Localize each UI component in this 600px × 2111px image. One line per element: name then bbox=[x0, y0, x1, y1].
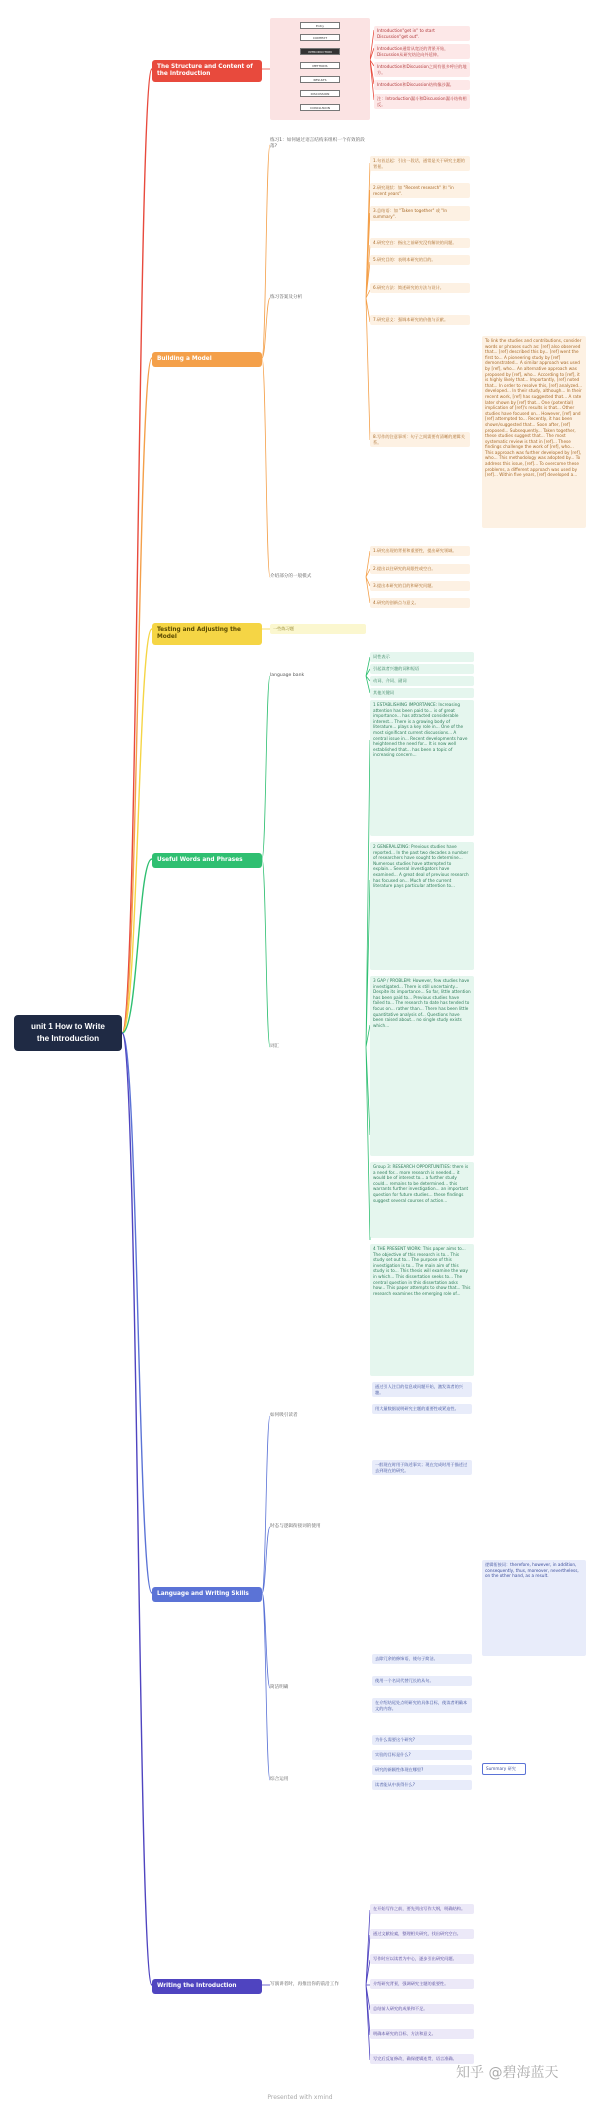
diagram-entry: Entry bbox=[300, 22, 340, 29]
note: 明确本研究的目标、方法和意义。 bbox=[370, 2029, 474, 2039]
root-topic[interactable] bbox=[14, 1015, 122, 1051]
watermark: 知乎 @碧海蓝天 bbox=[456, 2065, 559, 2081]
note: 通过文献检索，整理相关研究，找出研究空白。 bbox=[370, 1929, 474, 1939]
tag: 词性表示 bbox=[370, 652, 474, 662]
note: 1.句首总起：引出一段话，通常是关于研究主题的背景。 bbox=[370, 156, 470, 171]
topic-writing-introduction[interactable]: Writing the Introduction bbox=[152, 1979, 262, 1994]
phrase-block: 2 GENERALIZING: Previous studies have reported... In the past two decades a number of researchers have sought to determine... Numerous studies have attempted to explain... Several investigators have examined... A great deal of previous research has focused on... Much of the current literature pays particular attention to... bbox=[370, 842, 474, 970]
topic-building-model[interactable]: Building a Model bbox=[152, 352, 262, 367]
topic-structure-content[interactable]: The Structure and Content of the Introduction bbox=[152, 60, 262, 82]
note: 8.写作的注意事项：句子之间需要有清晰的逻辑关系。 bbox=[370, 432, 470, 447]
note: 4.研究空白：指出之前研究没有解决的问题。 bbox=[370, 238, 470, 248]
note: 3.提出本研究的目的和研究问题。 bbox=[370, 581, 470, 591]
note: 4.研究的创新点与意义。 bbox=[370, 598, 470, 608]
hourglass-diagram bbox=[270, 18, 370, 120]
note: Introduction和Discussion之间有很多呼应的地方。 bbox=[374, 62, 470, 77]
note: 1.研究出现的背景和重要性，提出研究领域。 bbox=[370, 546, 470, 556]
linking-phrases-note: To link the studies and contributions, consider words or phrases such as: [ref] also observed that... [ref] described this by... [ref] went the first to... A pioneering study by [ref] demonstrated... A similar approach was used by [ref], who... An alternative approach was proposed by [ref], who... According to [ref], it is highly likely that... Importantly, [ref] noted that... In order to resolve this, [ref] analyzed... developed... In their study, although... In their recent work, [ref] has suggested that... A rate later shown by [ref] that... One (potential) implication of [ref]'s results is that... Other studies have focused on... However, [ref] and [ref] attempted to... Recently, it has been shown/suggested that... Soon after, [ref] proposed... Subsequently... Taken together, these studies suggest that... The most systematic review is that in [ref]... These findings challenge the work of [ref], who... This approach was further developed by [ref], who... This methodology was adopted by... To address this issue, [ref]... To overcome these problems, a different approach was used by [ref]... Within five years, [ref] developed a... bbox=[482, 336, 586, 528]
topic-useful-words[interactable]: Useful Words and Phrases bbox=[152, 853, 262, 868]
footer-credit: Presented with xmind bbox=[267, 2094, 333, 2101]
note: 7.研究意义：强调本研究的价值与贡献。 bbox=[370, 315, 470, 325]
phrase-block: Group 3: RESEARCH OPPORTUNITIES: there is a need for... more research is needed... it would be of interest to... a further study could... remains to be determined... this warrants further investigation... an important question for future studies... these findings suggest several courses of action... bbox=[370, 1162, 474, 1238]
note: 写作时应以读者为中心，逐步引出研究问题。 bbox=[370, 1954, 474, 1964]
note: 用大量数据说明研究主题的重要性或紧迫性。 bbox=[372, 1404, 472, 1414]
root-title-line1: unit 1 How to Write bbox=[31, 1022, 105, 1031]
note: 介绍研究背景，强调研究主题的重要性。 bbox=[370, 1979, 474, 1989]
note: 注：Introduction漏斗和Discussion漏斗结构相反。 bbox=[374, 94, 470, 109]
subtopic-general-pattern: 介绍部分的一般模式 bbox=[270, 574, 312, 579]
subtopic-tense-connectors: 时态与逻辑衔接词的使用 bbox=[270, 1524, 321, 1529]
note: 5.研究目的：表明本研究的目的。 bbox=[370, 255, 470, 265]
tag: 其他关键词 bbox=[370, 688, 474, 698]
note: 通过引人注目的信息或问题开始，激发读者的兴趣。 bbox=[372, 1382, 472, 1397]
note: 使用一个名词代替冗长的从句。 bbox=[372, 1676, 472, 1686]
note: 3.总结语：如 "Taken together" 或 "In summary". bbox=[370, 206, 470, 221]
note: 为什么需要这个研究? bbox=[372, 1735, 472, 1745]
diagram-item: RESULTS bbox=[300, 76, 340, 83]
subtopic-attract-readers: 如何吸引读者 bbox=[270, 1413, 298, 1418]
note: 去除冗余的修饰语，使句子简洁。 bbox=[372, 1654, 472, 1664]
tag: 引起读者兴趣的词和短语 bbox=[370, 664, 474, 674]
subtopic-concise: 简洁明确 bbox=[270, 1685, 289, 1690]
subtopic-writing-steps: 写演讲者时，再推出你的前沿工作 bbox=[270, 1982, 339, 1987]
diagram-item: DISCUSSION bbox=[300, 90, 340, 97]
diagram-item: CONTEXT bbox=[300, 34, 340, 41]
note: 在介绍结尾处点明研究的具体目标，使读者明确本文的内容。 bbox=[372, 1698, 472, 1713]
note: 读者能从中获得什么? bbox=[372, 1780, 472, 1790]
note: 6.研究方法：简述研究的方法与设计。 bbox=[370, 283, 470, 293]
subtopic-answers: 练习答案及分析 bbox=[270, 295, 303, 300]
note: Introduction通常从宽泛的背景开始，Discussion从研究结论向外延伸。 bbox=[374, 44, 470, 59]
subtopic-exercises: 一些练习题 bbox=[270, 624, 366, 634]
exercise-question: 练习1：如何通过语言结构来组织一个有效的段落? bbox=[270, 138, 365, 149]
subtopic-language-bank: language bank bbox=[270, 673, 305, 678]
note: 实验的目标是什么? bbox=[372, 1750, 472, 1760]
topic-testing-adjusting[interactable]: Testing and Adjusting the Model bbox=[152, 623, 262, 645]
diagram-item: CONCLUSION bbox=[300, 104, 340, 111]
note: 在开始写作之前，要先列出写作大纲，明确结构。 bbox=[370, 1904, 474, 1914]
summary-tag: Summary 研究 bbox=[482, 1763, 526, 1775]
note: Introduction"get in" to start Discussion"get out". bbox=[374, 26, 470, 41]
diagram-item: METHODS bbox=[300, 62, 340, 69]
tag: 动词、介词、副词 bbox=[370, 676, 474, 686]
note: 2.研究现状：如 "Recent research" 和 "in recent years". bbox=[370, 183, 470, 198]
note: Introduction和Discussion结构像沙漏。 bbox=[374, 80, 470, 90]
subtopic-vocabulary: 词汇 bbox=[270, 1044, 280, 1049]
phrase-block: 3 GAP / PROBLEM: However, few studies have investigated... There is still uncertainty... Despite its importance... So far, little attention has been paid to... Previous studies have failed to... The research to date has tended to focus on... rather than... There has been little quantitative analysis of... Questions have been raised about... no single study exists which... bbox=[370, 976, 474, 1156]
connectors-note: 逻辑衔接词：therefore, however, in addition, consequently, thus, moreover, nevertheless, on the other hand, as a result. bbox=[482, 1560, 586, 1656]
note: 写完后反复修改，确保逻辑连贯、语言准确。 bbox=[370, 2054, 474, 2064]
subtopic-integrated: 综合运用 bbox=[270, 1777, 289, 1782]
note: 总结前人研究的成果和不足。 bbox=[370, 2004, 474, 2014]
diagram-item: INTRODUCTION bbox=[300, 48, 340, 55]
root-title-line2: the Introduction bbox=[36, 1034, 100, 1043]
note: 一般现在时用于陈述事实；现在完成时用于描述过去到现在的研究。 bbox=[372, 1460, 472, 1475]
phrase-block: 4 THE PRESENT WORK: This paper aims to... The objective of this research is to... This study set out to... The purpose of this investigation is to... The main aim of this study is to... This thesis will examine the way in which... This dissertation seeks to... The central question in this dissertation asks how... This paper attempts to show that... This research examines the emerging role of... bbox=[370, 1244, 474, 1376]
topic-language-writing-skills[interactable]: Language and Writing Skills bbox=[152, 1587, 262, 1602]
note: 2.提出以往研究的局限性或空白。 bbox=[370, 564, 470, 574]
phrase-block: 1 ESTABLISHING IMPORTANCE: Increasing attention has been paid to... is of great importance... has attracted considerable interest... There is a growing body of literature... plays a key role in... One of the most significant current discussions... A central issue in... Recent developments have heightened the need for... It is now well established that... has been a topic of increasing concern... bbox=[370, 700, 474, 836]
note: 研究的新颖性体现在哪里? bbox=[372, 1765, 472, 1775]
